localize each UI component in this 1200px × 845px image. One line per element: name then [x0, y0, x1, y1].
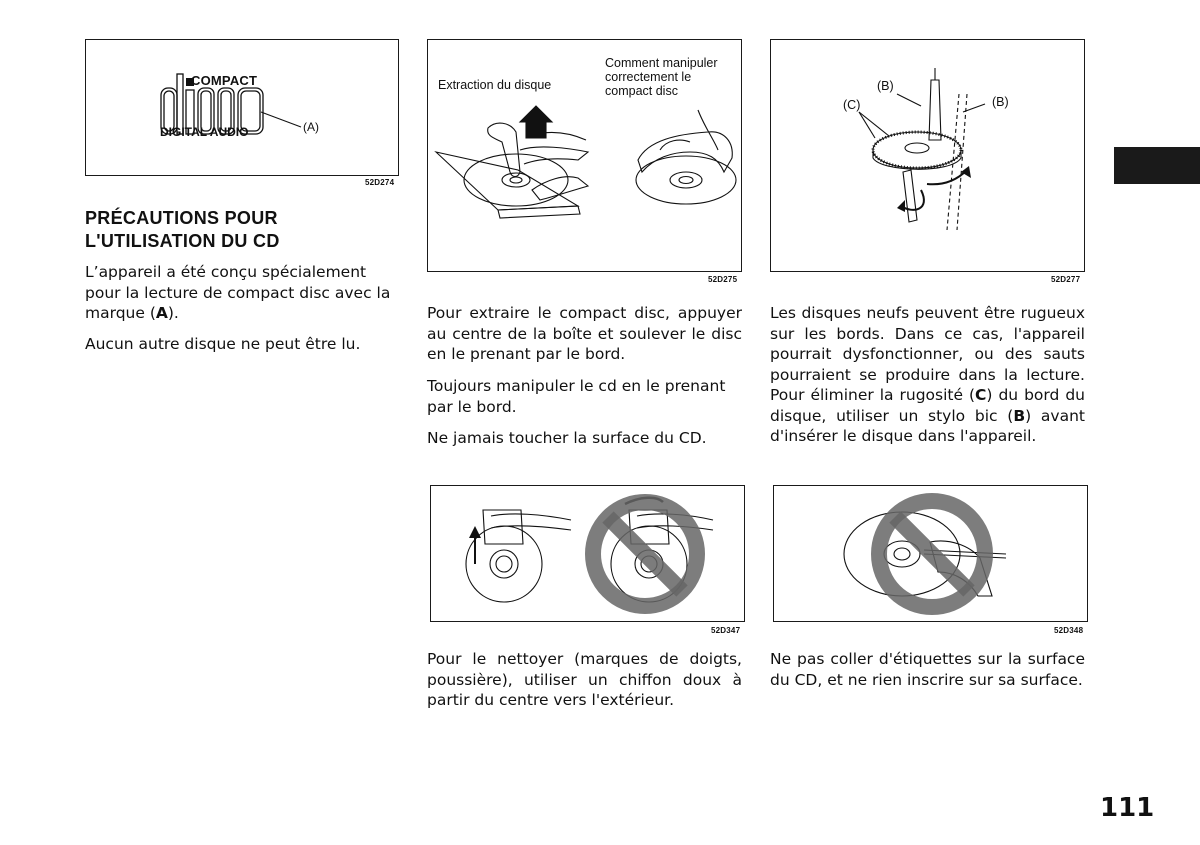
- middle-paragraph-1: Pour extraire le compact disc, appuyer au centre de la boîte et soulever le disc en le prenant par le bord.: [427, 304, 742, 363]
- heading-line2: L'UTILISATION DU CD: [85, 231, 280, 251]
- page-number: 111: [1100, 793, 1155, 823]
- caption-handling-line3: compact disc: [605, 84, 678, 98]
- figure-compact-disc-logo: [85, 39, 399, 176]
- figure-code-52d347: 52D347: [711, 626, 741, 635]
- right-para1-part2: ) du bord du disque, utiliser un stylo bic (: [770, 386, 1085, 425]
- figure-disc-deburring: [770, 39, 1085, 272]
- compact-disc-logo-drawing: [86, 40, 398, 175]
- disc-extraction-drawing: [428, 40, 741, 271]
- figure-no-writing: [773, 485, 1088, 622]
- label-b-top: (B): [877, 79, 894, 93]
- left-paragraph-2: Aucun autre disque ne peut être lu.: [85, 335, 361, 353]
- heading-line1: PRÉCAUTIONS POUR: [85, 208, 278, 228]
- right-para1-bold-b: B: [1013, 406, 1026, 425]
- no-writing-drawing: [774, 486, 1087, 621]
- middle-paragraph-3: Ne jamais toucher la surface du CD.: [427, 429, 707, 447]
- middle-paragraph-4: Pour le nettoyer (marques de doigts, poussière), utiliser un chiffon doux à partir du centre vers l'extérieur.: [427, 650, 742, 709]
- left-para1-bold: A: [155, 304, 168, 322]
- figure-code-52d277: 52D277: [1051, 275, 1081, 284]
- left-para1-text: L’appareil a été conçu spécialement pour la lecture de compact disc avec la marque (: [85, 263, 391, 322]
- caption-extraction: Extraction du disque: [438, 78, 552, 92]
- figure-disc-cleaning: [430, 485, 745, 622]
- disc-deburring-drawing: [771, 40, 1084, 271]
- label-c: (C): [843, 98, 861, 112]
- logo-top-text: COMPACT: [191, 73, 258, 88]
- right-para1-end: ) avant d'insérer le disque dans l'appareil.: [770, 406, 1085, 445]
- label-b-right: (B): [992, 95, 1009, 109]
- middle-paragraph-2: Toujours manipuler le cd en le prenant par le bord.: [427, 377, 726, 416]
- left-paragraph-1: [85, 262, 401, 324]
- caption-handling-line1: Comment manipuler: [605, 56, 718, 70]
- left-para1-end: ).: [167, 304, 179, 322]
- right-paragraph-2: Ne pas coller d'étiquettes sur la surface du CD, et ne rien inscrire sur sa surface.: [770, 650, 1085, 689]
- logo-callout-a: (A): [303, 120, 319, 134]
- figure-code-52d274: 52D274: [365, 178, 395, 187]
- figure-code-52d275: 52D275: [708, 275, 738, 284]
- logo-bottom-text: DIGITAL AUDIO: [160, 125, 249, 139]
- right-para1-part1: Les disques neufs peuvent être rugueux sur les bords. Dans ce cas, l'appareil pourrait dysfonctionner, ou des sauts pourraient se produire dans la lecture. Pour éliminer la rugosité (: [770, 304, 1085, 404]
- chapter-tab-marker: [1114, 147, 1200, 184]
- caption-handling-line2: correctement le: [605, 70, 692, 84]
- figure-code-52d348: 52D348: [1054, 626, 1084, 635]
- section-heading: [85, 207, 405, 253]
- right-para1-bold-c: C: [975, 386, 987, 404]
- figure-disc-extraction: [427, 39, 742, 272]
- disc-cleaning-drawing: [431, 486, 744, 621]
- right-paragraph-1: [770, 303, 1085, 447]
